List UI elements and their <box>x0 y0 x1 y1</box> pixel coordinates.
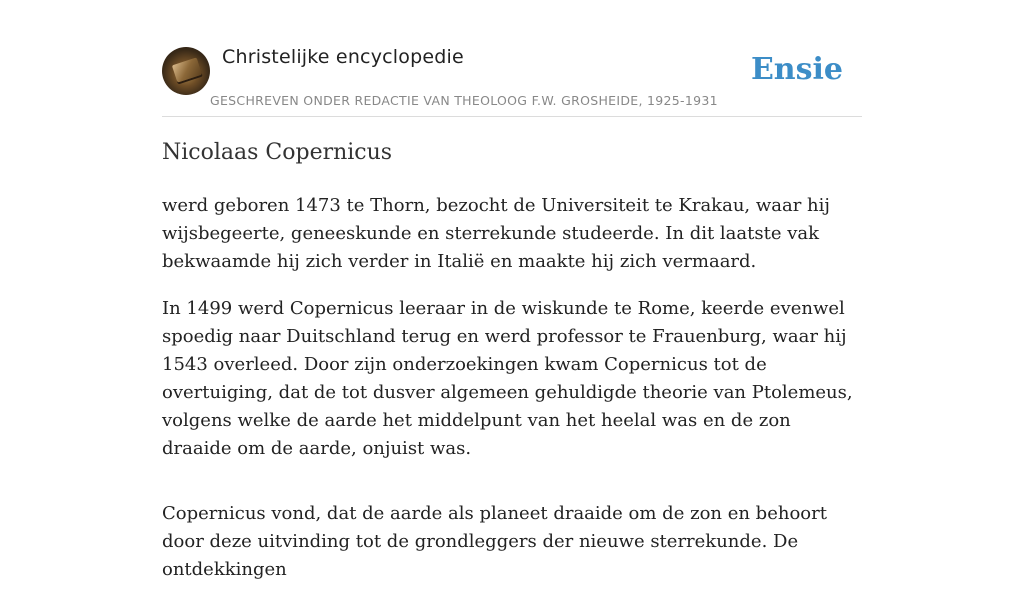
article-title: Nicolaas Copernicus <box>162 140 393 165</box>
brand-logo-link[interactable]: Ensie <box>750 52 843 87</box>
article-paragraph: werd geboren 1473 te Thorn, bezocht de Universiteit te Krakau, waar hij wijsbegeerte, geneeskunde en sterrekunde studeerde. In dit laatste vak bekwaamde hij zich verder in Italië en maakte hij zich vermaard. <box>162 195 830 272</box>
encyclopedia-avatar[interactable] <box>162 47 210 95</box>
page <box>162 0 862 580</box>
article-paragraph: In 1499 werd Copernicus leeraar in de wiskunde te Rome, keerde evenwel spoedig naar Duitschland terug en werd professor te Frauenburg, waar hij 1543 overleed. Door zijn onderzoekingen kwam Copernicus tot de overtuiging, dat de tot dusver algemeen gehuldigde theorie van Ptolemeus, volgens welke de aarde het middelpunt van het heelal was en de zon draaide om de aarde, onjuist was. <box>162 298 853 459</box>
site-subtitle: GESCHREVEN ONDER REDACTIE VAN THEOLOOG F.W. GROSHEIDE, 1925-1931 <box>210 93 718 108</box>
article-paragraph: Copernicus vond, dat de aarde als planeet draaide om de zon en behoort door deze uitvinding tot de grondleggers der nieuwe sterrekunde. De ontdekkingen <box>162 503 827 580</box>
site-header <box>162 0 862 117</box>
book-icon <box>172 57 202 82</box>
site-name[interactable]: Christelijke encyclopedie <box>222 46 464 68</box>
article-body <box>162 192 862 603</box>
